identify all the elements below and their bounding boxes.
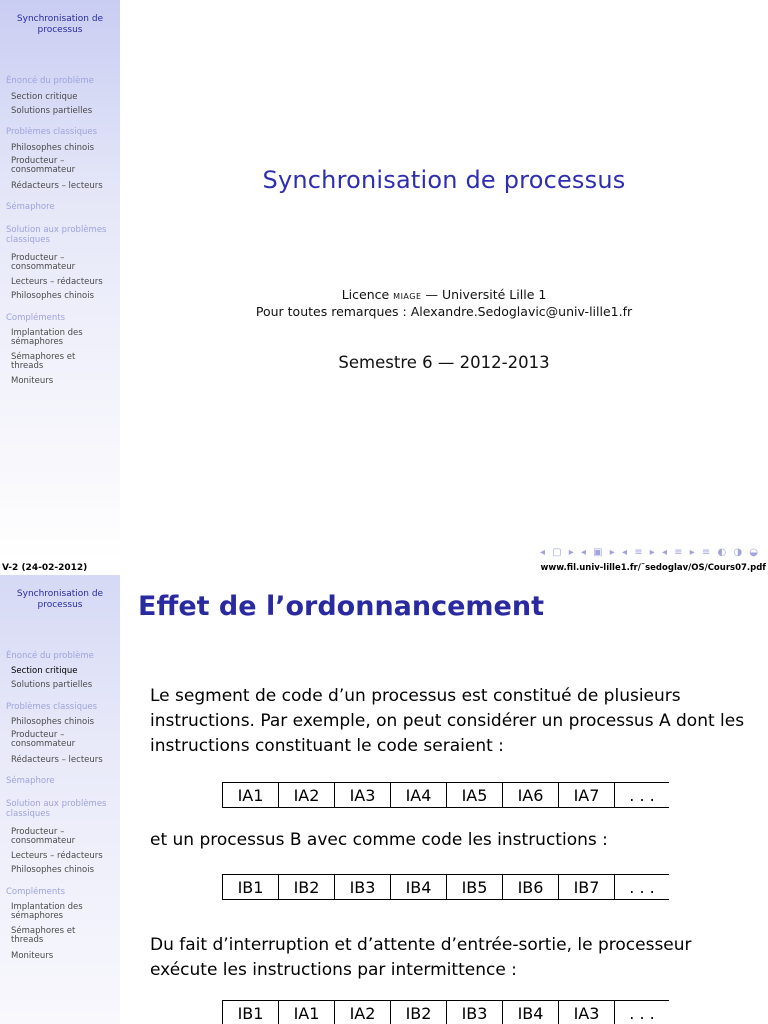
- sequence-cell: IA2: [279, 783, 335, 808]
- page-footer-strip: [0, 562, 768, 575]
- paragraph-process-b: et un processus B avec comme code les instructions :: [150, 830, 608, 850]
- sequence-ellipsis: . . .: [615, 1001, 670, 1024]
- sequence-cell: IA5: [447, 783, 503, 808]
- slide-title: Synchronisation de processus: [262, 166, 626, 194]
- sequence-cell: IA2: [335, 1001, 391, 1024]
- sidebar-item-moniteurs[interactable]: Moniteurs: [11, 951, 54, 961]
- instruction-sequence-a: [222, 782, 669, 808]
- licence-suffix: — Université Lille 1: [425, 287, 547, 302]
- sidebar-section-semaphore[interactable]: Sémaphore: [6, 776, 55, 786]
- sidebar-section-complements[interactable]: Compléments: [6, 313, 66, 323]
- sidebar-section-complements[interactable]: Compléments: [6, 887, 66, 897]
- remarks-line: Pour toutes remarques : Alexandre.Sedoglavic@univ-lille1.fr: [255, 304, 633, 319]
- sidebar-item-section-critique-active[interactable]: Section critique: [11, 666, 78, 676]
- sequence-cell: IB2: [391, 1001, 447, 1024]
- sidebar-item-producteur-consommateur-2[interactable]: Producteur – consommateur: [11, 827, 76, 846]
- slide-sidebar: [0, 575, 120, 1024]
- beamer-navigation-icons[interactable]: ◂ ▢ ▸ ◂ ▣ ▸ ◂ ≡ ▸ ◂ ≡ ▸ ≡ ◐ ◑ ◒: [539, 547, 760, 558]
- sequence-cell: IA6: [503, 783, 559, 808]
- licence-line: [120, 287, 768, 302]
- sidebar-item-philosophes-chinois[interactable]: Philosophes chinois: [11, 143, 95, 153]
- sequence-cell: IB1: [223, 1001, 279, 1024]
- sidebar-item-redacteurs-lecteurs[interactable]: Rédacteurs – lecteurs: [11, 181, 103, 191]
- sidebar-section-semaphore[interactable]: Sémaphore: [6, 202, 55, 212]
- sidebar-section-problemes-classiques[interactable]: Problèmes classiques: [6, 702, 98, 712]
- sequence-cell: IB4: [391, 875, 447, 900]
- sidebar-item-lecteurs-redacteurs[interactable]: Lecteurs – rédacteurs: [11, 277, 103, 287]
- sidebar-item-semaphores-threads[interactable]: Sémaphores et threads: [11, 352, 76, 371]
- sidebar-item-solutions-partielles[interactable]: Solutions partielles: [11, 106, 93, 116]
- instruction-sequence-interleaved: [222, 1000, 669, 1024]
- sequence-cell: IB5: [447, 875, 503, 900]
- sidebar-item-implantation-semaphores[interactable]: Implantation des sémaphores: [11, 902, 83, 921]
- sidebar-item-philosophes-chinois-2[interactable]: Philosophes chinois: [11, 291, 95, 301]
- sidebar-section-enonce[interactable]: Énoncé du problème: [6, 651, 94, 661]
- sidebar-title[interactable]: Synchronisation de processus: [16, 14, 104, 35]
- sequence-cell: IB3: [447, 1001, 503, 1024]
- sequence-cell: IB2: [279, 875, 335, 900]
- slide-sidebar: [0, 0, 120, 562]
- sidebar-item-solutions-partielles[interactable]: Solutions partielles: [11, 680, 93, 690]
- sequence-cell: IA3: [559, 1001, 615, 1024]
- document-url[interactable]: www.fil.univ-lille1.fr/˜sedoglav/OS/Cours07.pdf: [540, 563, 766, 573]
- licence-prefix: Licence: [341, 287, 390, 302]
- sidebar-item-implantation-semaphores[interactable]: Implantation des sémaphores: [11, 328, 83, 347]
- sequence-cell: IA3: [335, 783, 391, 808]
- sequence-cell: IB3: [335, 875, 391, 900]
- sidebar-item-redacteurs-lecteurs[interactable]: Rédacteurs – lecteurs: [11, 755, 103, 765]
- licence-program: miage: [393, 289, 422, 302]
- sidebar-item-section-critique[interactable]: Section critique: [11, 92, 78, 102]
- sidebar-section-enonce[interactable]: Énoncé du problème: [6, 76, 94, 86]
- sidebar-item-philosophes-chinois-2[interactable]: Philosophes chinois: [11, 865, 95, 875]
- semester-line: Semestre 6 — 2012-2013: [338, 353, 550, 372]
- sequence-cell: IA1: [223, 783, 279, 808]
- sidebar-item-lecteurs-redacteurs[interactable]: Lecteurs – rédacteurs: [11, 851, 103, 861]
- sequence-cell: IB6: [503, 875, 559, 900]
- sidebar-item-semaphores-threads[interactable]: Sémaphores et threads: [11, 926, 76, 945]
- sidebar-section-problemes-classiques[interactable]: Problèmes classiques: [6, 127, 98, 137]
- paragraph-interleaving: Du fait d’interruption et d’attente d’entrée-sortie, le processeur exécute les instructions par intermittence :: [150, 935, 692, 980]
- sequence-cell: IA4: [391, 783, 447, 808]
- sidebar-item-producteur-consommateur-2[interactable]: Producteur – consommateur: [11, 253, 76, 272]
- sidebar-section-solution-aux-problemes[interactable]: Solution aux problèmes classiques: [6, 799, 107, 819]
- content-slide: [0, 575, 768, 1024]
- frame-title: Effet de l’ordonnancement: [138, 591, 545, 622]
- paragraph-intro: Le segment de code d’un processus est constitué de plusieurs instructions. Par exemple, on peut considérer un processus A dont les instructions constituant le code seraient :: [150, 686, 745, 756]
- sidebar-item-moniteurs[interactable]: Moniteurs: [11, 376, 54, 386]
- sidebar-item-producteur-consommateur[interactable]: Producteur – consommateur: [11, 730, 76, 749]
- sequence-cell: IA7: [559, 783, 615, 808]
- sidebar-item-philosophes-chinois[interactable]: Philosophes chinois: [11, 717, 95, 727]
- sequence-cell: IB4: [503, 1001, 559, 1024]
- sequence-ellipsis: . . .: [615, 783, 670, 808]
- sequence-cell: IA1: [279, 1001, 335, 1024]
- sequence-cell: IB7: [559, 875, 615, 900]
- sequence-ellipsis: . . .: [615, 875, 670, 900]
- sidebar-section-solution-aux-problemes[interactable]: Solution aux problèmes classiques: [6, 225, 107, 245]
- instruction-sequence-b: [222, 874, 669, 900]
- sequence-cell: IB1: [223, 875, 279, 900]
- sidebar-title[interactable]: Synchronisation de processus: [16, 589, 104, 610]
- version-label: V-2 (24-02-2012): [2, 563, 88, 573]
- sidebar-item-producteur-consommateur[interactable]: Producteur – consommateur: [11, 156, 76, 175]
